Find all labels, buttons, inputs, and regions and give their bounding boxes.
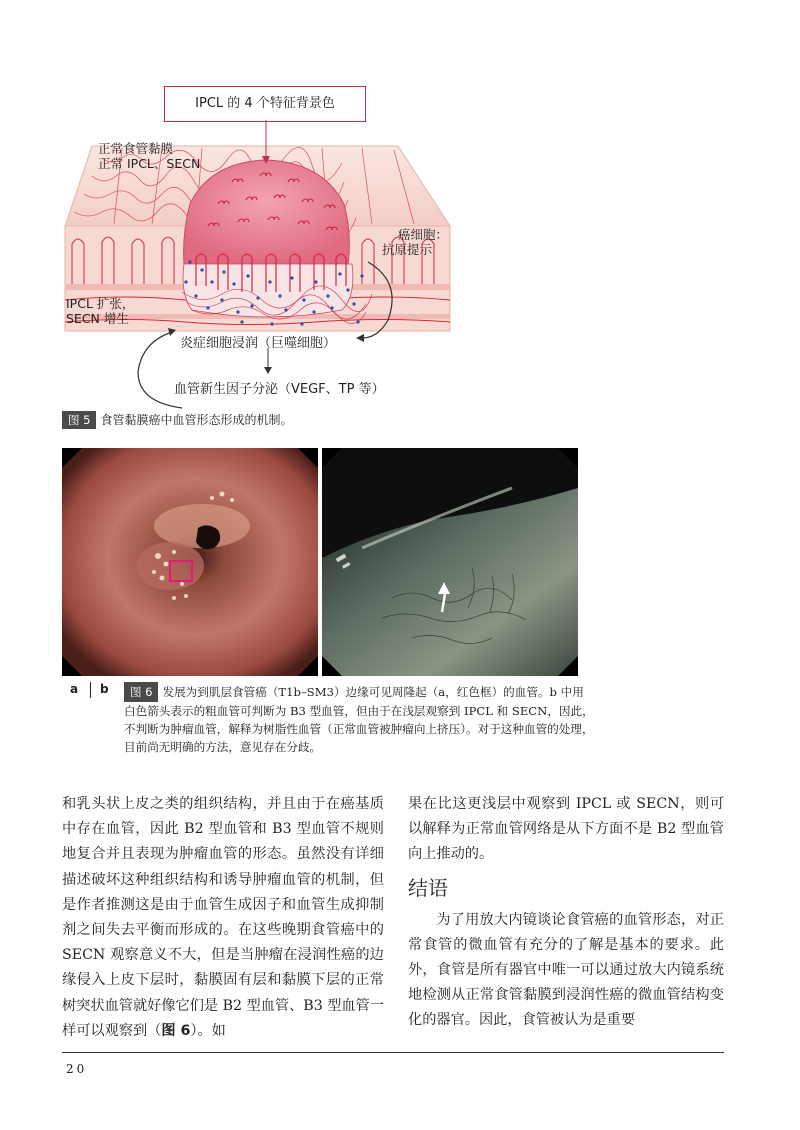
flow-step-angiogenesis: 血管新生因子分泌（VEGF、TP 等） bbox=[174, 382, 385, 397]
flow-step-inflammation: 炎症细胞浸润（巨噬细胞） bbox=[180, 336, 337, 351]
figure-5-tag: 图 5 bbox=[62, 411, 96, 429]
figure-5-title-box: IPCL 的 4 个特征背景色 bbox=[164, 86, 366, 122]
figure-6-caption-text: 发展为到肌层食管癌（T1b–SM3）边缘可见周隆起（a，红色框）的血管。b 中用白色箭头表示的粗血管可判断为 B3 型血管，但由于在浅层观察到 IPCL 和 SECN，因此，不判断为肿瘤血管，解释为树脂性血管（正常血管被肿瘤向上挤压）。对于这种血管的处理，目前尚无明确的方法，意见存在分歧。 bbox=[124, 685, 594, 754]
figure-6-caption bbox=[124, 682, 594, 756]
section-heading-conclusion: 结语 bbox=[408, 875, 448, 900]
endoscopy-photo-b bbox=[322, 448, 578, 676]
body-column-left bbox=[62, 792, 384, 1044]
endoscopy-image-b bbox=[322, 448, 578, 676]
label-normal-1: 正常食管黏膜 bbox=[98, 141, 174, 156]
figure-5-diagram bbox=[62, 86, 452, 411]
right-paragraph: 果在比这更浅层中观察到 IPCL 或 SECN，则可以解释为正常血管网络是从下方面不是 B2 型血管向上推动的。 bbox=[408, 796, 724, 863]
subfigure-label-b: b bbox=[100, 682, 109, 696]
figure-5-caption-text: 食管黏膜癌中血管形态形成的机制。 bbox=[100, 413, 293, 427]
label-ipcl-1: IPCL 扩张， bbox=[66, 296, 135, 311]
page-number: 20 bbox=[66, 1062, 88, 1076]
conclusion-paragraph: 为了用放大内镜谈论食管癌的血管形态，对正常食管的微血管有充分的了解是基本的要求。此外，食管是所有器官中唯一可以通过放大内镜系统地检测从正常食管黏膜到浸润性癌的微血管结构变化的器官。因此，食管被认为是重要 bbox=[408, 911, 724, 1029]
endoscopy-photo-a bbox=[62, 448, 318, 676]
subfigure-divider bbox=[90, 682, 91, 698]
mucosa-schematic bbox=[62, 86, 452, 411]
figure-5-caption bbox=[62, 411, 293, 429]
left-paragraph-text: 和乳头状上皮之类的组织结构，并且由于在癌基质中存在血管，因此 B2 型血管和 B3 型血管不规则地复合并且表现为肿瘤血管的形态。虽然没有详细描述破坏这种组织结构和诱导肿瘤血管的机制，但是作者推测这是由于血管生成因子和血管生成抑制剂之间失去平衡而形成的。在这些晚期食管癌中的 SECN 观察意义不大，但是当肿瘤在浸润性癌的边缘侵入上皮下层时，黏膜固有层和黏膜下层的正常树突状血管就好像它们是 B2 型血管、B3 型血管一样可以观察到（ bbox=[62, 796, 384, 1039]
body-column-right bbox=[408, 792, 724, 1034]
subfigure-label-a: a bbox=[70, 682, 79, 696]
figure-6-tag: 图 6 bbox=[124, 682, 158, 702]
endoscopy-image-a bbox=[62, 448, 318, 676]
label-cancer-1: 癌细胞： bbox=[398, 227, 449, 242]
label-cancer-2: 抗原提示 bbox=[382, 242, 433, 257]
label-ipcl-2: SECN 增生 bbox=[66, 311, 129, 326]
subfigure-labels bbox=[62, 682, 118, 700]
label-normal-2: 正常 IPCL、SECN bbox=[98, 156, 201, 171]
left-paragraph-tail: ）。如 bbox=[190, 1022, 226, 1039]
footer-rule bbox=[62, 1052, 724, 1053]
figure-6-reference: 图 6 bbox=[161, 1022, 191, 1039]
